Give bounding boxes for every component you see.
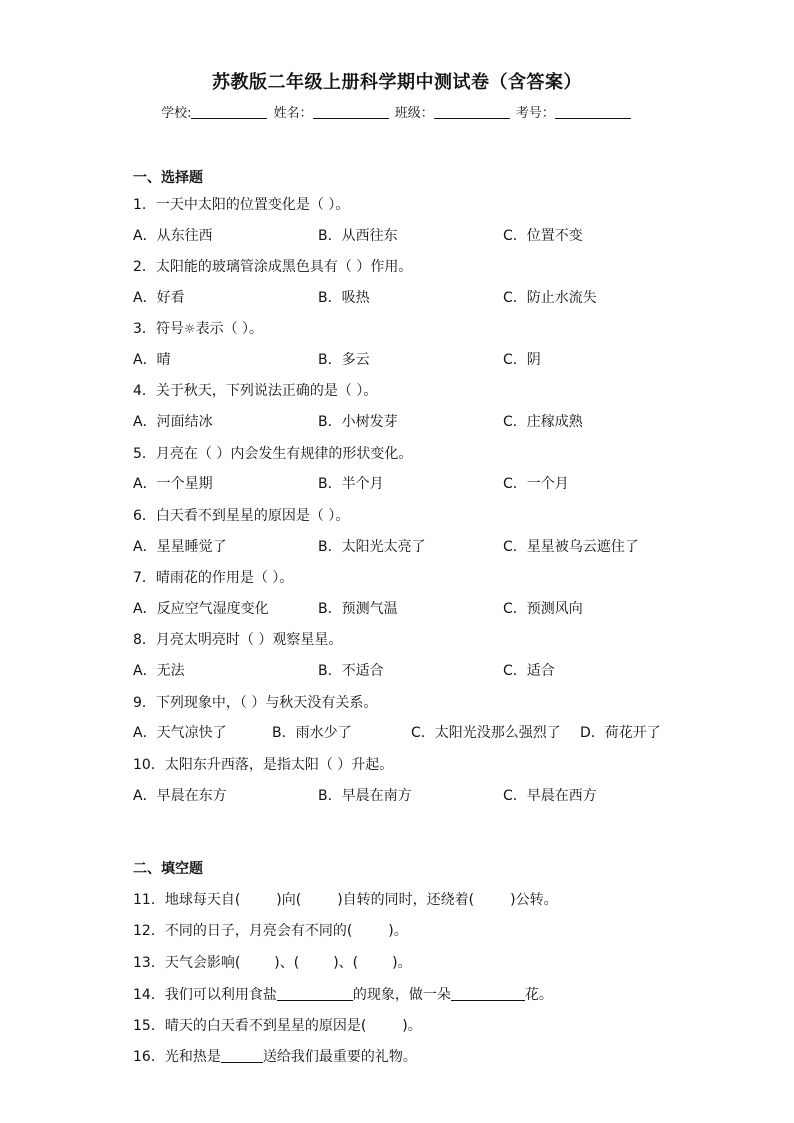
question-7: 7．晴雨花的作用是（ ）。 bbox=[133, 570, 294, 586]
q3-option-c[interactable]: C．阴 bbox=[503, 352, 541, 368]
q16-blank-1[interactable] bbox=[221, 1050, 263, 1063]
q8-option-b[interactable]: B．不适合 bbox=[318, 663, 384, 679]
student-info-line bbox=[0, 102, 794, 121]
sun-icon: ☼ bbox=[183, 322, 196, 337]
number-field[interactable] bbox=[555, 106, 631, 119]
question-10: 10．太阳东升西落，是指太阳（ ）升起。 bbox=[133, 757, 394, 773]
q3-option-b[interactable]: B．多云 bbox=[318, 352, 370, 368]
q14-blank-1[interactable] bbox=[277, 988, 353, 1001]
q3-text-before: 3．符号 bbox=[133, 321, 184, 337]
q14-part-b: 的现象，做一朵 bbox=[352, 987, 451, 1003]
q3-text-after: 表示（ ）。 bbox=[195, 321, 264, 337]
q13-part-c: )、( bbox=[333, 955, 359, 971]
q13-part-d: )。 bbox=[392, 955, 412, 971]
q3-option-a[interactable]: A．晴 bbox=[133, 352, 171, 368]
school-field[interactable] bbox=[191, 106, 267, 119]
q1-option-a[interactable]: A．从东往西 bbox=[133, 228, 213, 244]
q12-part-a: 12．不同的日子，月亮会有不同的( bbox=[133, 923, 353, 939]
q14-blank-2[interactable] bbox=[451, 988, 525, 1001]
q5-option-b[interactable]: B．半个月 bbox=[318, 476, 384, 492]
section-title-fill: 二、填空题 bbox=[133, 861, 203, 877]
q16-part-a: 16．光和热是 bbox=[133, 1049, 221, 1065]
q5-option-a[interactable]: A．一个星期 bbox=[133, 476, 213, 492]
q2-option-c[interactable]: C．防止水流失 bbox=[503, 290, 597, 306]
q9-option-a[interactable]: A．天气凉快了 bbox=[133, 725, 227, 741]
q10-option-b[interactable]: B．早晨在南方 bbox=[318, 788, 412, 804]
q9-option-c[interactable]: C．太阳光没那么强烈了 bbox=[411, 725, 561, 741]
q1-option-b[interactable]: B．从西往东 bbox=[318, 228, 398, 244]
q11-part-c: )自转的同时，还绕着( bbox=[337, 892, 475, 908]
q7-option-b[interactable]: B．预测气温 bbox=[318, 601, 398, 617]
question-9: 9．下列现象中，（ ）与秋天没有关系。 bbox=[133, 695, 378, 711]
question-8: 8．月亮太明亮时（ ）观察星星。 bbox=[133, 632, 343, 648]
q4-option-b[interactable]: B．小树发芽 bbox=[318, 414, 398, 430]
q8-option-a[interactable]: A．无法 bbox=[133, 663, 185, 679]
q12-part-b: )。 bbox=[388, 923, 408, 939]
q2-option-a[interactable]: A．好看 bbox=[133, 290, 185, 306]
question-6: 6．白天看不到星星的原因是（ ）。 bbox=[133, 508, 350, 524]
school-label: 学校: bbox=[161, 106, 192, 121]
question-4: 4．关于秋天，下列说法正确的是（ ）。 bbox=[133, 383, 378, 399]
q15-part-b: )。 bbox=[402, 1018, 422, 1034]
section-title-choice: 一、选择题 bbox=[133, 170, 203, 186]
question-14 bbox=[133, 984, 553, 1004]
question-11 bbox=[133, 889, 558, 909]
q11-part-a: 11．地球每天自( bbox=[133, 892, 241, 908]
q13-part-a: 13．天气会影响( bbox=[133, 955, 241, 971]
q11-part-d: )公转。 bbox=[510, 892, 558, 908]
question-16 bbox=[133, 1046, 417, 1066]
question-12 bbox=[133, 920, 408, 940]
q1-option-c[interactable]: C．位置不变 bbox=[503, 228, 583, 244]
page-title: 苏教版二年级上册科学期中测试卷（含答案） bbox=[212, 72, 582, 93]
q2-option-b[interactable]: B．吸热 bbox=[318, 290, 370, 306]
q5-option-c[interactable]: C．一个月 bbox=[503, 476, 569, 492]
q16-part-b: 送给我们最重要的礼物。 bbox=[262, 1049, 417, 1065]
question-2: 2．太阳能的玻璃管涂成黑色具有（ ）作用。 bbox=[133, 259, 413, 275]
q6-option-a[interactable]: A．星星睡觉了 bbox=[133, 539, 227, 555]
q4-option-c[interactable]: C．庄稼成熟 bbox=[503, 414, 583, 430]
q9-option-d[interactable]: D．荷花开了 bbox=[580, 725, 661, 741]
name-field[interactable] bbox=[313, 106, 389, 119]
q7-option-c[interactable]: C．预测风向 bbox=[503, 601, 583, 617]
q13-part-b: )、( bbox=[274, 955, 300, 971]
class-field[interactable] bbox=[434, 106, 510, 119]
question-5: 5．月亮在（ ）内会发生有规律的形状变化。 bbox=[133, 446, 413, 462]
class-label: 班级： bbox=[394, 106, 434, 121]
number-label: 考号： bbox=[515, 106, 555, 121]
q7-option-a[interactable]: A．反应空气湿度变化 bbox=[133, 601, 269, 617]
q9-option-b[interactable]: B．雨水少了 bbox=[272, 725, 352, 741]
question-13 bbox=[133, 952, 412, 972]
q10-option-c[interactable]: C．早晨在西方 bbox=[503, 788, 597, 804]
name-label: 姓名： bbox=[273, 106, 313, 121]
q4-option-a[interactable]: A．河面结冰 bbox=[133, 414, 213, 430]
question-3 bbox=[133, 318, 263, 338]
q14-part-a: 14．我们可以利用食盐 bbox=[133, 987, 277, 1003]
q6-option-c[interactable]: C．星星被乌云遮住了 bbox=[503, 539, 639, 555]
question-15 bbox=[133, 1015, 422, 1035]
q6-option-b[interactable]: B．太阳光太亮了 bbox=[318, 539, 426, 555]
q14-part-c: 花。 bbox=[524, 987, 553, 1003]
q11-part-b: )向( bbox=[276, 892, 302, 908]
q15-part-a: 15．晴天的白天看不到星星的原因是( bbox=[133, 1018, 367, 1034]
question-1: 1．一天中太阳的位置变化是（ ）。 bbox=[133, 197, 350, 213]
q8-option-c[interactable]: C．适合 bbox=[503, 663, 555, 679]
q10-option-a[interactable]: A．早晨在东方 bbox=[133, 788, 227, 804]
